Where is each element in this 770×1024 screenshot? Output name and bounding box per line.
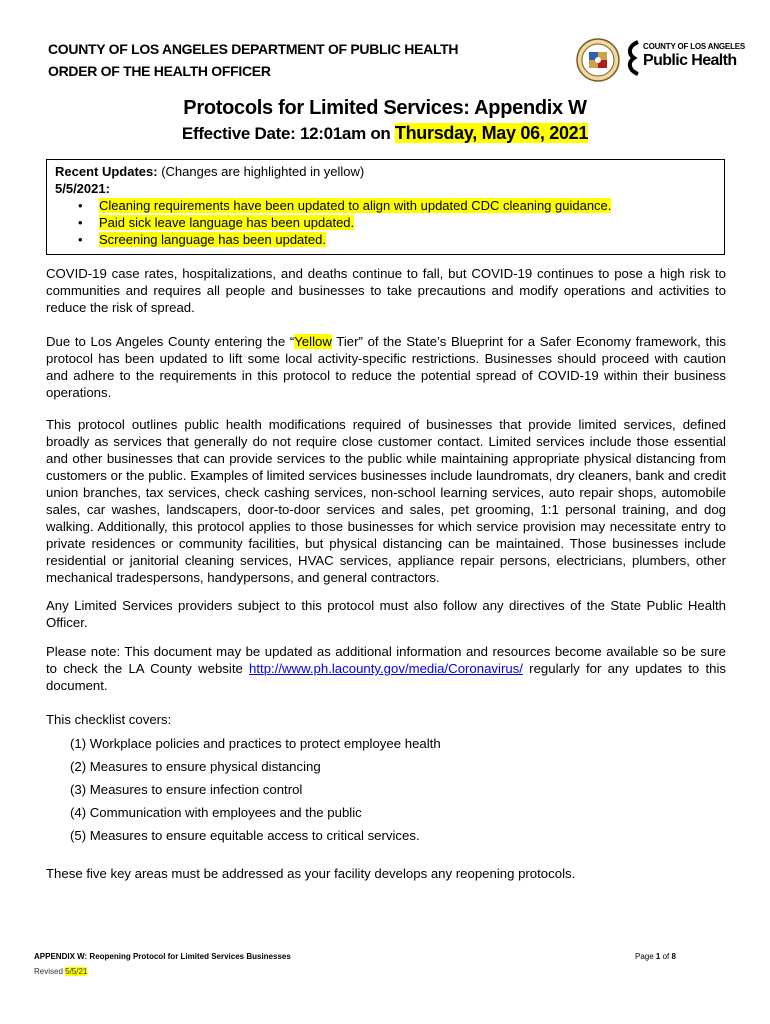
logo-public-health-text: Public Health bbox=[643, 52, 737, 69]
paragraph-covid-rates: COVID-19 case rates, hospitalizations, and deaths continue to fall, but COVID-19 continues to pose a high risk to communities and requires all people and businesses to take precautions and modify operations and activities to reduce the risk of spread. bbox=[46, 266, 726, 315]
page-number: Page 1 of 8 bbox=[635, 952, 676, 961]
checklist-intro: This checklist covers: bbox=[46, 712, 172, 727]
header-line-2: ORDER OF THE HEALTH OFFICER bbox=[48, 63, 271, 79]
list-item: • Cleaning requirements have been updated to align with updated CDC cleaning guidance. bbox=[99, 197, 716, 214]
footer-title: APPENDIX W: Reopening Protocol for Limited Services Businesses bbox=[34, 952, 291, 961]
updates-list bbox=[55, 197, 716, 248]
list-item: • Screening language has been updated. bbox=[99, 231, 716, 248]
list-item: (3) Measures to ensure infection control bbox=[70, 782, 303, 797]
paragraph-closing: These five key areas must be addressed as your facility develops any reopening protocols. bbox=[46, 866, 576, 881]
public-health-logo-icon bbox=[624, 40, 642, 76]
page-title: Protocols for Limited Services: Appendix W bbox=[183, 97, 587, 119]
recent-updates-date: 5/5/2021: bbox=[55, 181, 110, 196]
checklist bbox=[70, 732, 441, 847]
recent-updates-note: (Changes are highlighted in yellow) bbox=[157, 164, 365, 179]
paragraph-protocol-scope: This protocol outlines public health modifications required of businesses that provide limited services, defined broadly as services that generally do not require close customer contact. Limited services include those essential and other businesses that can provide services to the public while maintaining appropriate physical distancing from customers or the public. Examples of limited services businesses include laundromats, dry cleaners, bank and credit union branches, tax services, check cashing services, non-school learning services, auto repair shops, automobile sales, car washes, landscapers, door-to-door services and sales, pet grooming, 1:1 personal training, and dog walking. Additionally, this protocol applies to those businesses for which service provision may necessitate entry to private residences or community facilities, but physical distancing can be maintained. Those businesses include residential or janitorial cleaning services, HVAC services, appliance repair persons, electricians, plumbers, other mechanical tradespersons, handypersons, and general contractors. bbox=[46, 417, 726, 585]
list-item: (1) Workplace policies and practices to protect employee health bbox=[70, 736, 441, 751]
paragraph-please-note: Please note: This document may be updated as additional information and resources become available so be sure to check the LA County website http://www.ph.lacounty.gov/media/Coronavirus/ regularly for any updates to this document. bbox=[46, 644, 726, 693]
list-item: (4) Communication with employees and the public bbox=[70, 805, 362, 820]
effective-date bbox=[0, 123, 770, 144]
yellow-tier-highlight: Yellow bbox=[294, 334, 332, 349]
paragraph-state-directives: Any Limited Services providers subject to this protocol must also follow any directives of the State Public Health Officer. bbox=[46, 598, 726, 630]
public-health-logo bbox=[624, 40, 746, 76]
paragraph-yellow-tier: Due to Los Angeles County entering the “Yellow Tier” of the State’s Blueprint for a Safer Economy framework, this protocol has been updated to lift some local activity-specific restrictions. Businesses should proceed with caution and adhere to the requirements in this protocol to reduce the potential spread of COVID-19 within their business operations. bbox=[46, 334, 726, 400]
list-item: • Paid sick leave language has been updated. bbox=[99, 214, 716, 231]
footer-revised: Revised 5/5/21 bbox=[34, 967, 88, 976]
list-item: (2) Measures to ensure physical distancing bbox=[70, 759, 321, 774]
effective-date-label: Effective Date: 12:01am on bbox=[181, 124, 395, 143]
la-county-website-link[interactable]: http://www.ph.lacounty.gov/media/Coronavirus/ bbox=[249, 661, 523, 676]
logo-county-text: COUNTY OF LOS ANGELES bbox=[643, 42, 746, 51]
header-line-1: COUNTY OF LOS ANGELES DEPARTMENT OF PUBLIC HEALTH bbox=[48, 41, 459, 57]
recent-updates-label: Recent Updates: bbox=[55, 164, 158, 179]
revised-date: 5/5/21 bbox=[65, 967, 88, 976]
document-header bbox=[48, 38, 458, 82]
recent-updates-box bbox=[46, 159, 725, 255]
list-item: (5) Measures to ensure equitable access to critical services. bbox=[70, 828, 420, 843]
effective-date-value: Thursday, May 06, 2021 bbox=[394, 123, 589, 143]
county-seal-icon bbox=[576, 38, 620, 82]
